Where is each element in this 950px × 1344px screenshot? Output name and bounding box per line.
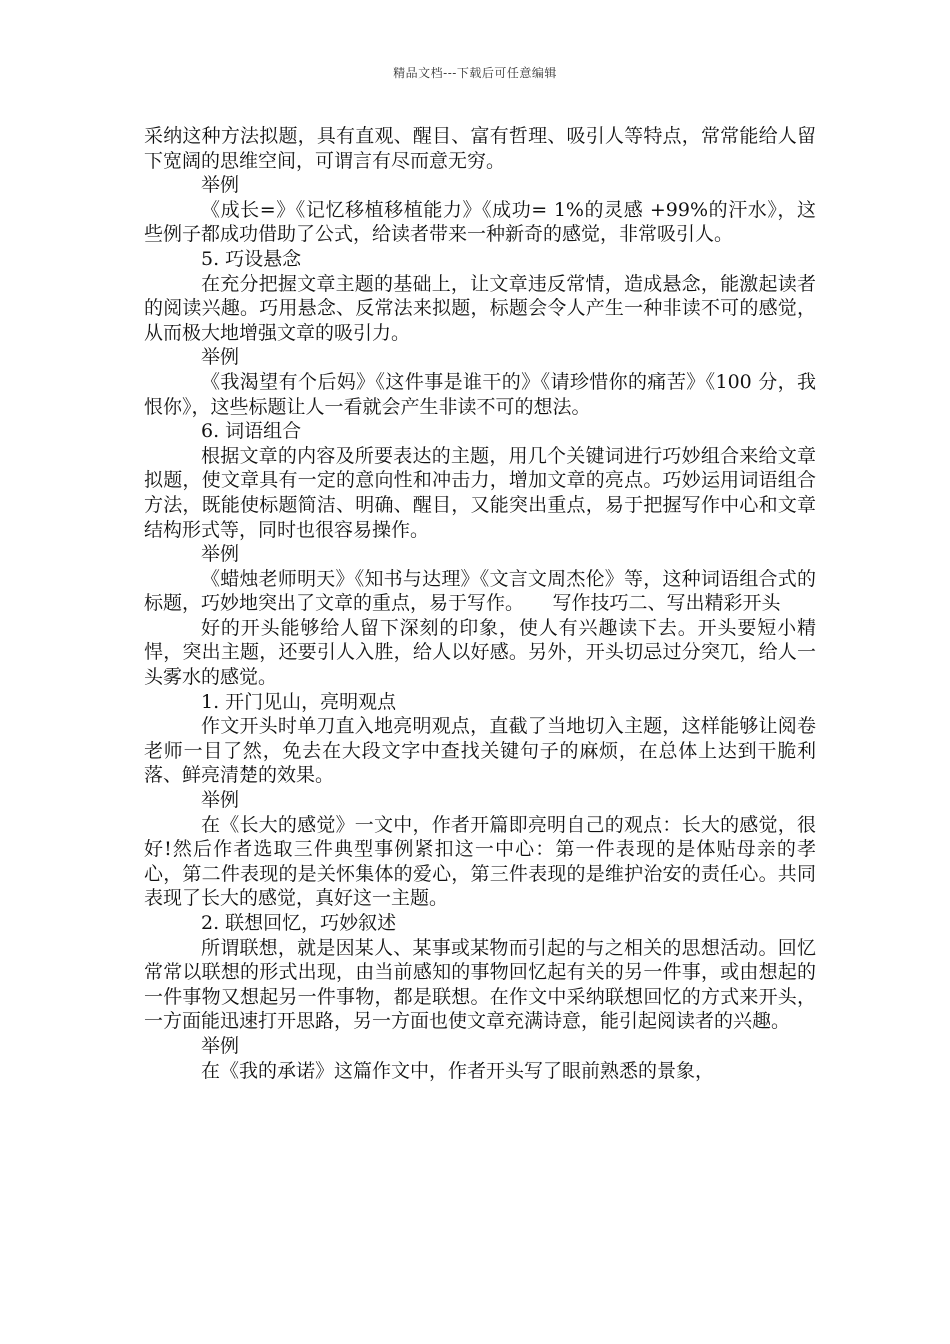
paragraph: 举例: [201, 174, 240, 197]
paragraph: 作文开头时单刀直入地亮明观点，直截了当地切入主题，这样能够让阅卷老师一目了然，免去在大段文字中查找关键句子的麻烦，在总体上达到干脆利落、鲜亮清楚的效果。: [144, 715, 816, 787]
paragraph: 《我渴望有个后妈》《这件事是谁干的》《请珍惜你的痛苦》《100 分，我恨你》，这些标题让人一看就会产生非读不可的想法。: [144, 370, 816, 418]
paragraph: 在《我的承诺》这篇作文中，作者开头写了眼前熟悉的景象，: [201, 1059, 715, 1082]
paragraph: 5. 巧设悬念: [201, 247, 302, 270]
page-header: 精品文档---下载后可任意编辑: [393, 66, 557, 80]
paragraph: 举例: [201, 346, 240, 369]
paragraph: 6. 词语组合: [201, 420, 302, 443]
paragraph: 在充分把握文章主题的基础上，让文章违反常情，造成悬念，能激起读者的阅读兴趣。巧用悬念、反常法来拟题，标题会令人产生一种非读不可的感觉，从而极大地增强文章的吸引力。: [144, 272, 816, 344]
document-body: [144, 124, 816, 1083]
paragraph: 2. 联想回忆，巧妙叙述: [201, 912, 397, 934]
paragraph: 举例: [201, 543, 240, 566]
paragraph: 采纳这种方法拟题，具有直观、醒目、富有哲理、吸引人等特点，常常能给人留下宽阔的思维空间，可谓言有尽而意无穷。: [144, 125, 816, 172]
paragraph: 1. 开门见山，亮明观点: [201, 690, 397, 713]
paragraph: 根据文章的内容及所要表达的主题，用几个关键词进行巧妙组合来给文章拟题，使文章具有一定的意向性和冲击力，增加文章的亮点。巧妙运用词语组合方法，既能使标题简洁、明确、醒目，又能突出重点，易于把握写作中心和文章结构形式等，同时也很容易操作。: [144, 444, 816, 541]
paragraph: 在《长大的感觉》一文中，作者开篇即亮明自己的观点：长大的感觉，很好!然后作者选取三件典型事例紧扣这一中心：第一件表现的是体贴母亲的孝心，第二件表现的是关怀集体的爱心，第三件表现的是维护治安的责任心。共同表现了长大的感觉，真好这一主题。: [144, 813, 816, 910]
paragraph: 《蜡烛老师明天》《知书与达理》《文言文周杰伦》等，这种词语组合式的标题，巧妙地突出了文章的重点，易于写作。 写作技巧二、写出精彩开头: [144, 567, 816, 615]
paragraph: 所谓联想，就是因某人、某事或某物而引起的与之相关的思想活动。回忆常常以联想的形式出现，由当前感知的事物回忆起有关的另一件事，或由想起的一件事物又想起另一件事物，都是联想。在作文中采纳联想回忆的方式来开头，一方面能迅速打开思路，另一方面也使文章充满诗意，能引起阅读者的兴趣。: [144, 936, 816, 1033]
paragraph: 好的开头能够给人留下深刻的印象，使人有兴趣读下去。开头要短小精悍，突出主题，还要引人入胜，给人以好感。另外，开头切忌过分突兀，给人一头雾水的感觉。: [144, 616, 816, 689]
paragraph: 举例: [201, 1034, 240, 1057]
paragraph: 《成长=》《记忆移植移植能力》《成功= 1%的灵感 +99%的汗水》，这些例子都成功借助了公式，给读者带来一种新奇的感觉，非常吸引人。: [144, 198, 816, 246]
paragraph: 举例: [201, 789, 240, 812]
